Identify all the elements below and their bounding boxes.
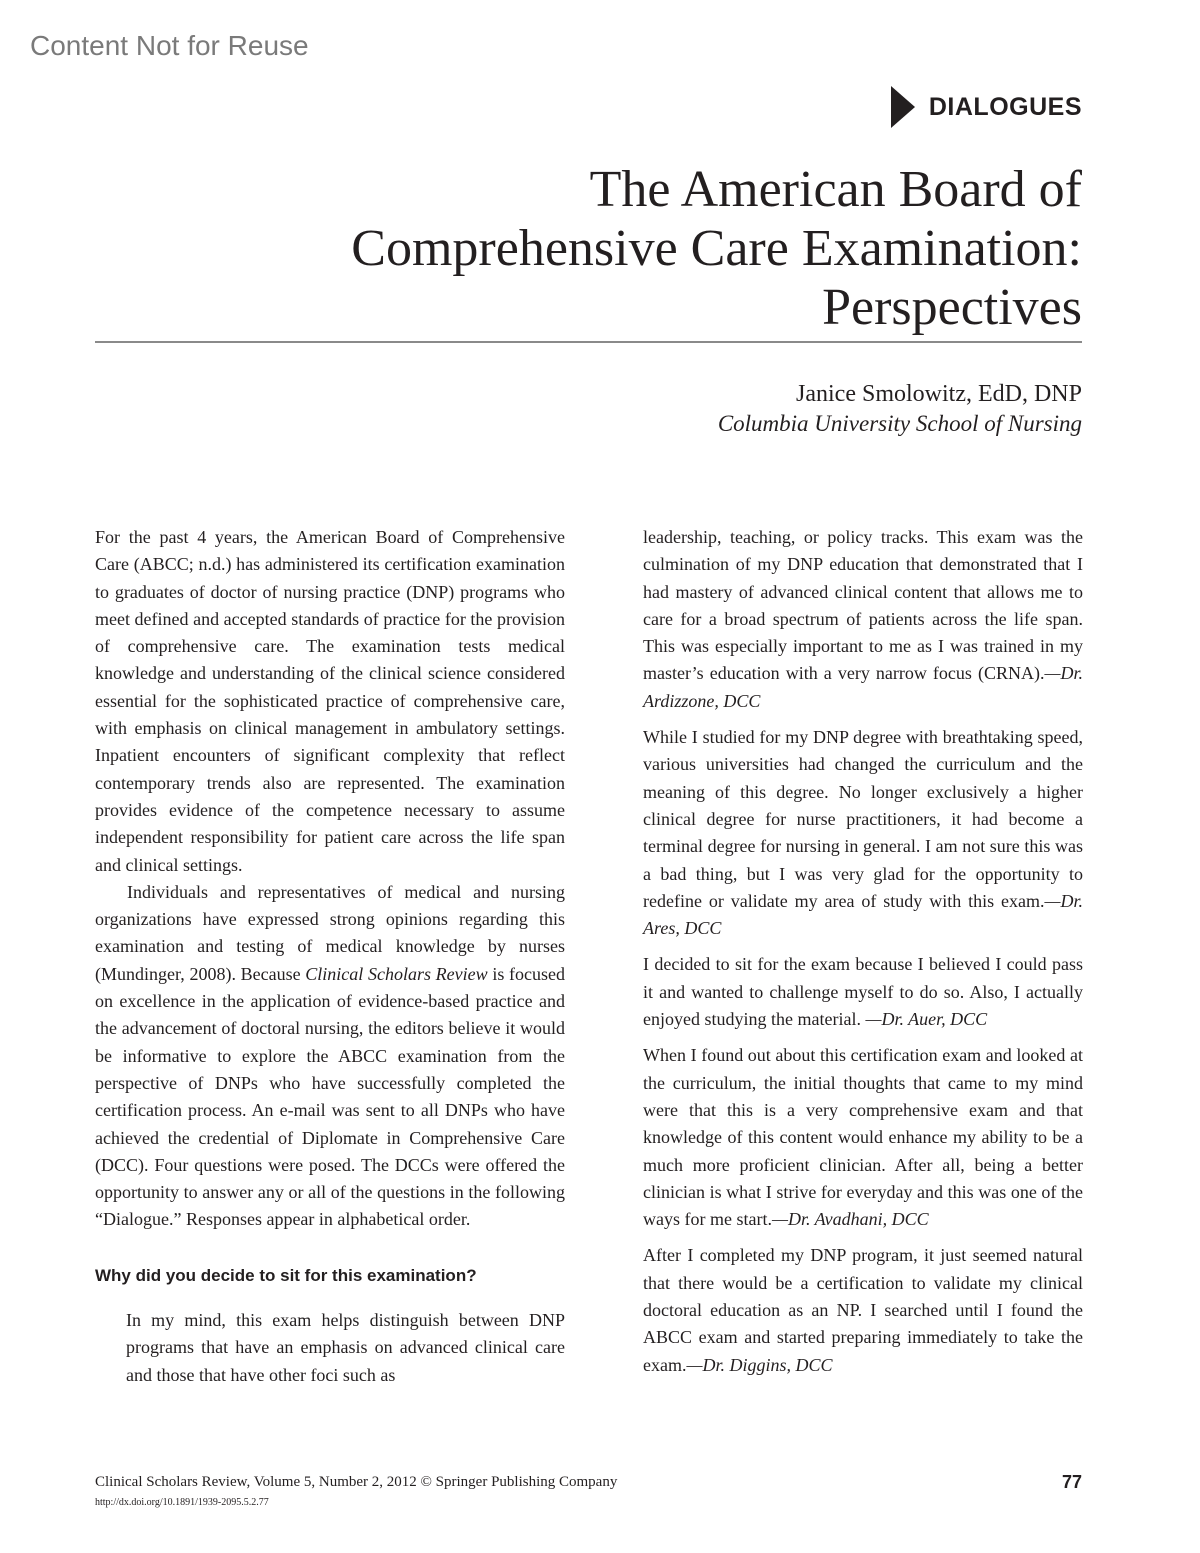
question-heading: Why did you decide to sit for this examination? bbox=[95, 1265, 477, 1285]
author-block bbox=[718, 380, 1082, 438]
response-attribution: —Dr. Ardizzone, DCC bbox=[643, 663, 1083, 711]
right-column bbox=[643, 524, 1083, 1388]
response-paragraph bbox=[643, 951, 1083, 1033]
left-column bbox=[95, 524, 565, 1389]
footer-doi: http://dx.doi.org/10.1891/1939-2095.5.2.77 bbox=[95, 1497, 269, 1508]
author-affiliation: Columbia University School of Nursing bbox=[717, 411, 1082, 436]
response-paragraph: In my mind, this exam helps distinguish between DNP programs that have an emphasis on advanced clinical care and those that have other foci such as bbox=[126, 1310, 565, 1385]
journal-title: Clinical Scholars Review bbox=[305, 963, 488, 984]
response-attribution: —Dr. Diggins, DCC bbox=[686, 1354, 833, 1375]
triangle-marker-icon bbox=[891, 86, 915, 128]
response-text: After I completed my DNP program, it just seemed natural that there would be a certification to validate my clinical doctoral education as an NP. I searched until I found the ABCC exam and started preparing immediately to take the exam. bbox=[643, 1245, 1083, 1375]
title-line: The American Board of bbox=[589, 161, 1082, 218]
author-name: Janice Smolowitz, EdD, DNP bbox=[796, 381, 1082, 407]
intro-paragraph-2 bbox=[95, 879, 565, 1234]
intro-paragraph: For the past 4 years, the American Board of Comprehensive Care (ABCC; n.d.) has administered its certification examination to graduates of doctor of nursing practice (DNP) programs who meet defined and accepted standards of practice for the provision of comprehensive care. The examination tests medical knowledge and understanding of the clinical science considered essential for the sophisticated practice of comprehensive care, with emphasis on clinical management in ambulatory settings. Inpatient encounters of significant complexity that reflect contemporary trends also are represented. The examination provides evidence of the competence necessary to assume independent responsibility for patient care across the life span and clinical settings. bbox=[95, 527, 565, 875]
response-text: When I found out about this certification exam and looked at the curriculum, the initial thoughts that came to my mind were that this is a very comprehensive exam and that knowledge of this content would enhance my ability to be a much more proficient clinician. After all, being a better clinician is what I strive for everyday and this was one of the ways for me start. bbox=[643, 1045, 1083, 1230]
response-attribution: —Dr. Ares, DCC bbox=[643, 890, 1083, 939]
article-title bbox=[82, 160, 1082, 337]
response-text: I decided to sit for the exam because I believed I could pass it and wanted to challenge myself to do so. Also, I actually enjoyed studying the material. bbox=[643, 954, 1083, 1030]
response-paragraph bbox=[643, 524, 1083, 715]
title-line: Comprehensive Care Examination: bbox=[351, 220, 1082, 277]
response-paragraph bbox=[643, 724, 1083, 942]
text-run: is focused on excellence in the application of evidence-based practice and the advancement of doctoral nursing, the editors believe it would be informative to explore the ABCC examination from the perspective of DNPs who have successfully completed the certification process. An e-mail was sent to all DNPs who have achieved the credential of Diplomate in Comprehensive Care (DCC). Four questions were posed. The DCCs were offered the opportunity to answer any or all of the questions in the following “Dialogue.” Responses appear in alphabetical order. bbox=[95, 963, 565, 1230]
title-line: Perspectives bbox=[822, 279, 1082, 336]
text-run: Individuals and representatives of medical and nursing organizations have expressed strong opinions regarding this examination and testing of medical knowledge by nurses (Mundinger, 2008). Because bbox=[95, 881, 565, 984]
response-attribution: —Dr. Auer, DCC bbox=[865, 1009, 988, 1030]
footer-citation: Clinical Scholars Review, Volume 5, Number 2, 2012 © Springer Publishing Company bbox=[95, 1474, 618, 1490]
section-tag bbox=[891, 86, 1082, 128]
response-text: While I studied for my DNP degree with breathtaking speed, various universities had changed the curriculum and the meaning of this degree. No longer exclusively a higher clinical degree for nurse practitioners, it had become a terminal degree for nursing in general. I am not sure this was a bad thing, but I was very glad for the opportunity to redefine or validate my area of study with this exam. bbox=[643, 727, 1083, 911]
title-rule bbox=[95, 341, 1082, 343]
watermark: Content Not for Reuse bbox=[30, 30, 309, 61]
section-label: DIALOGUES bbox=[928, 92, 1082, 121]
response-paragraph bbox=[643, 1242, 1083, 1378]
response-paragraph bbox=[643, 1042, 1083, 1233]
page-number: 77 bbox=[1061, 1472, 1082, 1492]
response-attribution: —Dr. Avadhani, DCC bbox=[771, 1209, 929, 1230]
response-text: leadership, teaching, or policy tracks. This exam was the culmination of my DNP education that demonstrated that I had mastery of advanced clinical content that allows me to care for a broad spectrum of patients across the life span. This was especially important to me as I was trained in my master’s education with a very narrow focus (CRNA). bbox=[643, 527, 1083, 684]
